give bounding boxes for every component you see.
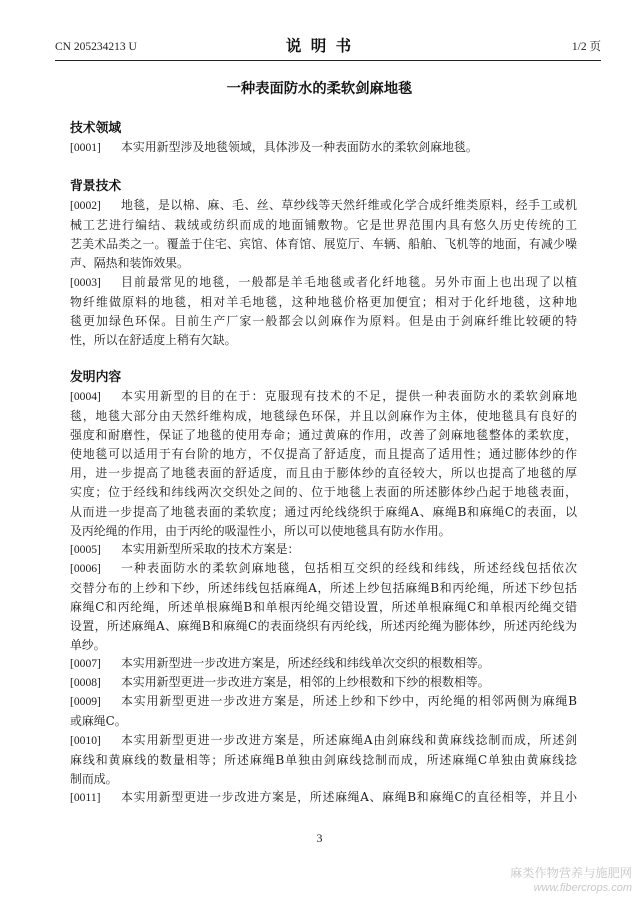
paragraph-line bbox=[70, 235, 577, 254]
line-text: 强度和耐磨性，保证了地毯的使用寿命；通过黄麻的作用，改善了剑麻地毯整体的柔软度， bbox=[70, 427, 577, 442]
paragraph-line bbox=[70, 331, 577, 350]
line-text: 制而成。 bbox=[70, 771, 118, 786]
paragraph-number: [0006] bbox=[70, 562, 101, 576]
paragraph-line bbox=[70, 254, 577, 273]
paragraph-line bbox=[70, 673, 577, 692]
line-text: 性，所以在舒适度上稍有欠缺。 bbox=[70, 332, 237, 347]
paragraph-line bbox=[70, 540, 577, 559]
document-type-heading: 说 明 书 bbox=[285, 36, 354, 55]
line-text: 毯更加绿色环保。目前生产厂家一般都会以剑麻作为原料。但是由于剑麻纤维比较硬的特 bbox=[70, 313, 577, 328]
line-text: 本实用新型进一步改进方案是，所述经线和纬线单次交织的根数相等。 bbox=[121, 656, 490, 671]
paragraph-line bbox=[70, 426, 577, 445]
paragraph-line bbox=[70, 196, 577, 215]
paragraph-number: [0003] bbox=[70, 276, 101, 290]
document-title: 一种表面防水的柔软剑麻地毯 bbox=[226, 81, 413, 97]
paragraph-line bbox=[70, 788, 577, 807]
paragraph-line bbox=[70, 712, 577, 731]
watermark-url: www.fibercrops.com bbox=[533, 882, 632, 894]
paragraph-line bbox=[70, 731, 577, 750]
line-text: 本实用新型的目的在于：克服现有技术的不足，提供一种表面防水的柔软剑麻地 bbox=[121, 389, 577, 404]
paragraph-line bbox=[70, 598, 577, 617]
line-text: 地毯，是以棉、麻、毛、丝、草纱线等天然纤维或化学合成纤维类原料，经手工或机 bbox=[121, 198, 577, 213]
paragraph-line bbox=[70, 559, 577, 578]
line-text: 声、隔热和装饰效果。 bbox=[70, 255, 189, 270]
paragraph-line bbox=[70, 751, 577, 770]
line-text: 从而进一步提高了地毯表面的柔软度；通过丙纶线绕织于麻绳A、麻绳B和麻绳C的表面，以 bbox=[70, 504, 577, 519]
line-text: 物纤维做原料的地毯，相对羊毛地毯，这种地毯价格更加便宜；相对于化纤地毯，这种地 bbox=[70, 294, 577, 309]
line-text: 艺美术品类之一。覆盖于住宅、宾馆、体育馆、展览厅、车辆、船舶、飞机等的地面，有减少噪 bbox=[70, 236, 577, 251]
paragraph-number: [0010] bbox=[70, 734, 101, 748]
paragraph-number: [0011] bbox=[70, 791, 101, 805]
line-text: 及丙纶绳的作用，由于丙纶的吸湿性小，所以可以使地毯具有防水作用。 bbox=[70, 523, 451, 538]
paragraph-0001 bbox=[70, 138, 577, 157]
line-text: 麻线和黄麻线的数量相等；所述麻绳B单独由剑麻线捻制而成，所述麻绳C单独由黄麻线捻 bbox=[70, 752, 577, 767]
line-text: 本实用新型更进一步改进方案是，所述上纱和下纱中，丙纶绳的相邻两侧为麻绳B bbox=[121, 694, 577, 709]
line-text: 用，进一步提高了地毯表面的舒适度，而且由于膨体纱的直径较大，所以也提高了地毯的厚 bbox=[70, 466, 577, 481]
paragraph-0006 bbox=[70, 559, 577, 655]
paragraph-line bbox=[70, 445, 577, 464]
patent-number: CN 205234213 U bbox=[55, 41, 137, 53]
line-text: 械工艺进行编结、栽绒或纺织而成的地面铺敷物。它是世界范围内具有悠久历史传统的工 bbox=[70, 217, 577, 232]
paragraph-0009 bbox=[70, 692, 577, 730]
line-text: 交替分布的上纱和下纱，所述纬线包括麻绳A，所述上纱包括麻绳B和丙纶绳，所述下纱包括 bbox=[70, 580, 577, 595]
paragraph-line bbox=[70, 312, 577, 331]
paragraph-number: [0004] bbox=[70, 390, 101, 404]
paragraph-0008 bbox=[70, 673, 577, 692]
paragraph-number: [0008] bbox=[70, 676, 101, 690]
paragraph-line bbox=[70, 483, 577, 502]
line-text: 本实用新型涉及地毯领域，具体涉及一种表面防水的柔软剑麻地毯。 bbox=[121, 140, 478, 155]
line-text: 毯，地毯大部分由天然纤维构成，地毯绿色环保，并且以剑麻作为主体，使地毯具有良好的 bbox=[70, 408, 577, 423]
line-text: 单纱。 bbox=[70, 638, 106, 653]
paragraph-0011 bbox=[70, 788, 577, 807]
paragraph-line bbox=[70, 654, 577, 673]
paragraph-line bbox=[70, 522, 577, 541]
line-text: 或麻绳C。 bbox=[70, 713, 127, 728]
paragraph-0005 bbox=[70, 540, 577, 559]
paragraph-0004 bbox=[70, 387, 577, 541]
paragraph-line bbox=[70, 464, 577, 483]
line-text: 本实用新型所采取的技术方案是： bbox=[121, 542, 300, 557]
paragraph-line bbox=[70, 293, 577, 312]
paragraph-line bbox=[70, 503, 577, 522]
section-heading-technical-field: 技术领域 bbox=[70, 121, 122, 137]
paragraph-0002 bbox=[70, 196, 577, 273]
paragraph-line bbox=[70, 636, 577, 655]
paragraph-line bbox=[70, 273, 577, 292]
page-number: 3 bbox=[316, 831, 323, 845]
paragraph-0007 bbox=[70, 654, 577, 673]
line-text: 本实用新型更进一步改进方案是，相邻的上纱根数和下纱的根数相等。 bbox=[121, 675, 490, 690]
paragraph-line bbox=[70, 216, 577, 235]
paragraph-number: [0007] bbox=[70, 657, 101, 671]
paragraph-line bbox=[70, 692, 577, 711]
paragraph-0010 bbox=[70, 731, 577, 789]
line-text: 设置，所述麻绳A、麻绳B和麻绳C的表面绕织有丙纶线，所述丙纶绳为膨体纱，所述丙纶线为 bbox=[70, 618, 577, 633]
paragraph-number: [0009] bbox=[70, 695, 101, 709]
line-text: 本实用新型更进一步改进方案是，所述麻绳A、麻绳B和麻绳C的直径相等，并且小 bbox=[121, 790, 577, 805]
paragraph-line bbox=[70, 387, 577, 406]
line-text: 使地毯可以适用于有台阶的地方，不仅提高了舒适度，而且提高了适用性；通过膨体纱的作 bbox=[70, 446, 577, 461]
paragraph-number: [0001] bbox=[70, 141, 101, 155]
page-indicator: 1/2 页 bbox=[571, 41, 601, 53]
paragraph-line bbox=[70, 138, 577, 157]
paragraph-number: [0002] bbox=[70, 199, 101, 213]
watermark-site-name: 麻类作物营养与施肥网 bbox=[510, 866, 632, 880]
paragraph-0003 bbox=[70, 273, 577, 350]
paragraph-line bbox=[70, 407, 577, 426]
paragraph-line bbox=[70, 579, 577, 598]
section-heading-background: 背景技术 bbox=[70, 179, 122, 195]
line-text: 目前最常见的地毯，一般都是羊毛地毯或者化纤地毯。另外市面上也出现了以植 bbox=[121, 275, 577, 290]
line-text: 实度；位于经线和纬线两次交织处之间的、位于地毯上表面的所述膨体纱凸起于地毯表面， bbox=[70, 485, 577, 500]
line-text: 本实用新型更进一步改进方案是，所述麻绳A由剑麻线和黄麻线捻制而成，所述剑 bbox=[121, 733, 577, 748]
paragraph-line bbox=[70, 617, 577, 636]
line-text: 麻绳C和丙纶绳，所述单根麻绳B和单根丙纶绳交错设置，所述单根麻绳C和单根丙纶绳交错 bbox=[70, 599, 577, 614]
section-heading-summary: 发明内容 bbox=[70, 370, 122, 386]
paragraph-line bbox=[70, 770, 577, 789]
header-divider bbox=[55, 60, 601, 61]
paragraph-number: [0005] bbox=[70, 543, 101, 557]
line-text: 一种表面防水的柔软剑麻地毯，包括相互交织的经线和纬线，所述经线包括依次 bbox=[121, 561, 577, 576]
